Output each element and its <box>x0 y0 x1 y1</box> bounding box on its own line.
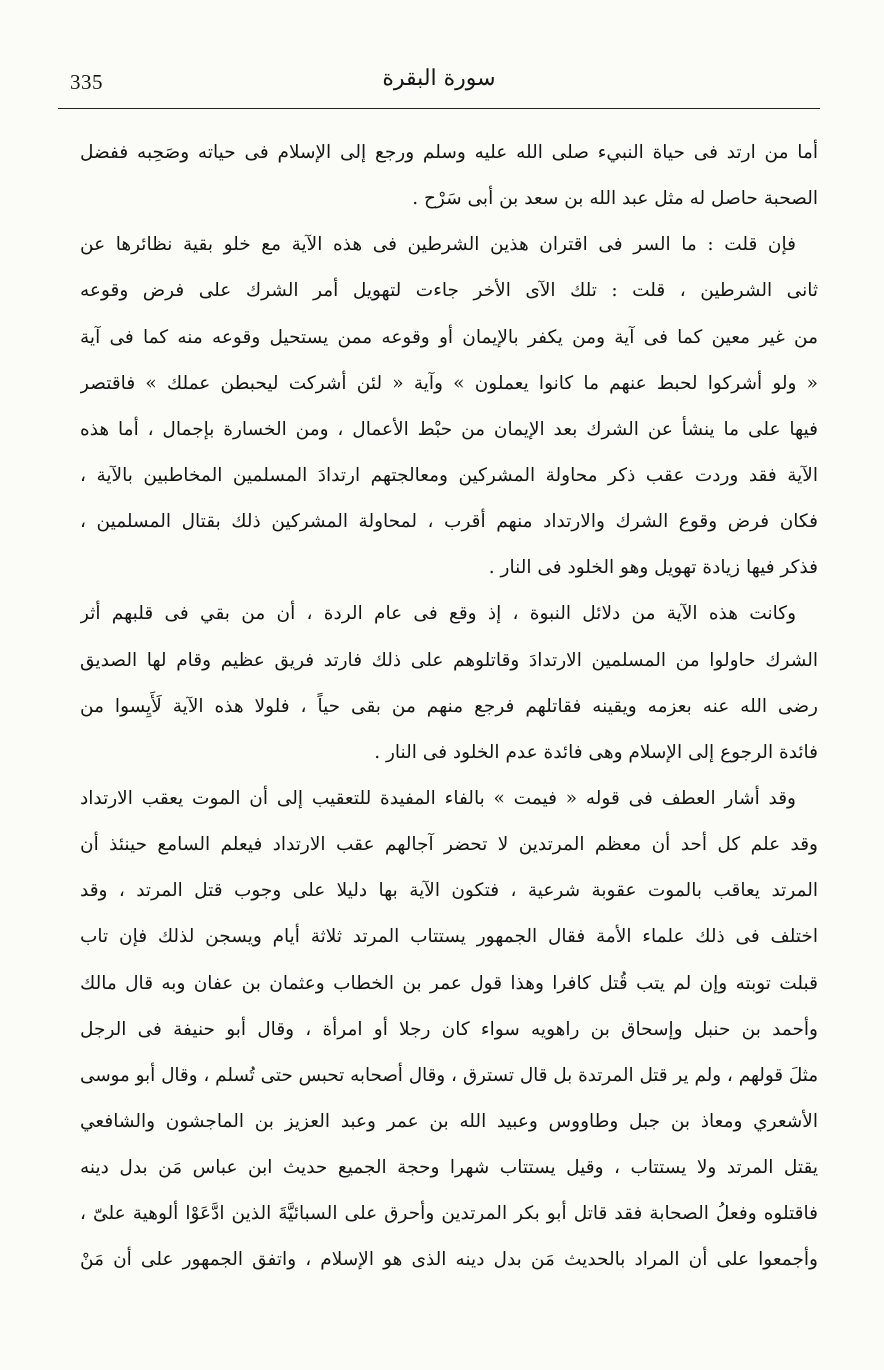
text-line: الأشعري ومعاذ بن جبل وطاووس وعبيد الله بن عمر وعبد العزيز بن الماجشون والشافعي <box>80 1110 818 1132</box>
text-line: « ولو أشركوا لحبط عنهم ما كانوا يعملون » وآية « لئن أشركت ليحبطن عملك » فاقتصر <box>80 372 818 394</box>
text-line: وقد أشار العطف فى قوله « فيمت » بالفاء المفيدة للتعقيب إلى أن الموت يعقب الارتداد <box>80 787 796 809</box>
text-line: فإن قلت : ما السر فى اقتران هذين الشرطين فى هذه الآية مع خلو بقية نظائرها عن <box>80 234 796 256</box>
text-line: من غير معين كما فى آية ومن يكفر بالإيمان أو وقوعه ممن يستحيل وقوعه منه كما فى آية <box>80 326 818 348</box>
text-line: فكان فرض وقوع الشرك والارتداد منهم أقرب ، لمحاولة المشركين ذلك بقتال المسلمين ، <box>80 511 818 533</box>
text-line: مثلَ قولهم ، ولم ير قتل المرتدة بل قال تسترق ، وقال أصحابه تحبس حتى تُسلم ، وقال أبو موسى <box>80 1064 818 1086</box>
text-line: اختلف فى ذلك علماء الأمة فقال الجمهور يستتاب المرتد ثلاثة أيام ويسجن لذلك فإن تاب <box>80 926 818 948</box>
text-line: يقتل المرتد ولا يستتاب ، وقيل يستتاب شهرا وحجة الجميع حديث ابن عباس مَن بدل دينه <box>80 1157 818 1179</box>
text-line: المرتد يعاقب بالموت عقوبة شرعية ، فتكون الآية بها دليلا على وجوب قتل المرتد ، وقد <box>80 880 818 902</box>
text-line: فيها على ما ينشأ عن الشرك بعد الإيمان من حبْط الأعمال ، ومن الخسارة بإجمال ، أما هذه <box>80 418 818 440</box>
text-line: وأحمد بن حنبل وإسحاق بن راهويه سواء كان رجلا أو امرأة ، وقال أبو حنيفة فى الرجل <box>80 1018 818 1040</box>
text-line: فائدة الرجوع إلى الإسلام وهى فائدة عدم الخلود فى النار . <box>374 741 818 763</box>
text-line: فذكر فيها زيادة تهويل وهو الخلود فى النار . <box>488 557 818 579</box>
header-divider <box>58 108 820 109</box>
running-title: سورة البقرة <box>382 66 496 91</box>
text-line: الصحبة حاصل له مثل عبد الله بن سعد بن أبى سَرْح . <box>412 188 818 210</box>
text-line: وقد علم كل أحد أن معظم المرتدين لا تحضر آجالهم عقب الارتداد فيعلم السامع حينئذ أن <box>80 834 818 856</box>
text-line: الشرك حاولوا من المسلمين الارتدادَ وقاتلوهم على ذلك فارتد فريق عظيم وقام لها الصديق <box>80 649 818 671</box>
text-line: فاقتلوه وفعلُ الصحابة فقد قاتل أبو بكر المرتدين وأحرق على السبائيَّةَ الذين ادَّعَوْا ألوهية علىّ ، <box>80 1203 818 1225</box>
text-line: أما من ارتد فى حياة النبيء صلى الله عليه وسلم ورجع إلى الإسلام فى حياته وصَحِبه ففضل <box>80 142 818 163</box>
text-line: وكانت هذه الآية من دلائل النبوة ، إذ وقع فى عام الردة ، أن من بقي فى قلبهم أثر <box>80 603 796 625</box>
text-line: ثانى الشرطين ، قلت : تلك الآى الأخر جاءت لتهويل أمر الشرك على فرض وقوعه <box>80 280 818 302</box>
page-header <box>58 58 820 106</box>
text-line: قبلت توبته وإن لم يتب قُتل كافرا وهذا قول عمر بن الخطاب وعثمان بن عفان وبه قال مالك <box>80 972 818 994</box>
text-line: الآية فقد وردت عقب ذكر محاولة المشركين ومعالجتهم ارتدادَ المسلمين المخاطبين بالآية ، <box>80 464 818 486</box>
body-text <box>80 130 818 1284</box>
text-line: وأجمعوا على أن المراد بالحديث مَن بدل دينه الذى هو الإسلام ، واتفق الجمهور على أن مَنْ <box>80 1249 818 1271</box>
text-line: رضى الله عنه بعزمه ويقينه فقاتلهم فرجع منهم من بقى حياً ، فلولا هذه الآية لَأَيِسوا من <box>80 695 818 717</box>
page-number: 335 <box>70 70 103 94</box>
